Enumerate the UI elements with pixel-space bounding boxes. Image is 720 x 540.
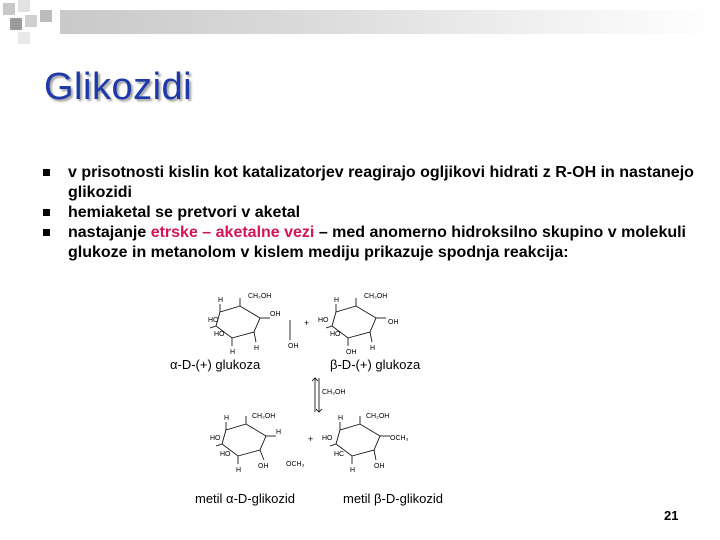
- atom-label: OH: [346, 349, 357, 356]
- header-gradient-bar: [60, 10, 720, 34]
- atom-label: H: [370, 345, 376, 352]
- methyl-alpha-glycoside-label: metil α-D-glikozid: [195, 491, 295, 506]
- atom-label: H: [254, 345, 260, 352]
- atom-label: CH₂OH: [248, 293, 272, 300]
- atom-label: CH₂OH: [252, 413, 276, 420]
- plus-sign: +: [304, 318, 310, 328]
- atom-label: HO: [210, 435, 221, 442]
- atom-label: H: [350, 467, 356, 474]
- atom-label: HO: [208, 317, 219, 324]
- atom-label: CH₂OH: [364, 293, 388, 300]
- bullet-item: [40, 223, 700, 263]
- bullet-item: [40, 203, 700, 223]
- bullet-square-icon: [43, 209, 50, 216]
- highlighted-term: etrske – aketalne vezi: [150, 224, 315, 241]
- atom-label: HO: [322, 435, 333, 442]
- bullet-list: [40, 163, 700, 263]
- bullet-square-icon: [43, 229, 50, 236]
- bullet-text: hemiaketal se pretvori v aketal: [68, 204, 301, 221]
- plus-sign: +: [308, 434, 314, 444]
- beta-glucose-label: β-D-(+) glukoza: [330, 357, 421, 372]
- methyl-beta-glycoside-label: metil β-D-glikozid: [343, 491, 443, 506]
- bullet-text: v prisotnosti kislin kot katalizatorjev reagirajo ogljikovi hidrati z R-OH in nastanejo glikozidi: [68, 164, 694, 201]
- bullet-item: [40, 163, 700, 203]
- atom-label: OCH₃: [390, 435, 409, 442]
- atom-label: OH: [374, 463, 385, 470]
- atom-label: CH₂OH: [366, 413, 390, 420]
- page-number: 21: [664, 508, 679, 523]
- atom-label: H: [230, 349, 236, 356]
- atom-label: HO: [220, 451, 231, 458]
- atom-label: HO: [330, 331, 341, 338]
- atom-label: HO: [318, 317, 329, 324]
- alpha-glucose-label: α-D-(+) glukoza: [170, 357, 261, 372]
- atom-label: HC: [334, 451, 345, 458]
- atom-label: OH: [270, 311, 281, 318]
- glycoside-reaction-diagram: [190, 290, 460, 510]
- atom-label: H: [218, 297, 224, 304]
- atom-label: H: [334, 297, 340, 304]
- atom-label: H: [338, 415, 344, 422]
- reagent-label: CH₃OH: [322, 389, 346, 396]
- slide-title: Glikozidi: [44, 66, 193, 108]
- atom-label: H: [276, 429, 282, 436]
- bullet-text-before: nastajanje: [68, 224, 151, 241]
- atom-label: OH: [258, 463, 269, 470]
- atom-label: OH: [288, 343, 299, 350]
- atom-label: H: [236, 467, 242, 474]
- bullet-square-icon: [43, 169, 50, 176]
- atom-label: OCH₃: [286, 461, 305, 468]
- atom-label: HO: [214, 331, 225, 338]
- corner-squares-decoration: [0, 0, 60, 46]
- atom-label: H: [224, 415, 230, 422]
- atom-label: OH: [388, 319, 399, 326]
- bullet-text-after: – med anomerno hidroksilno skupino v molekuli glukoze in metanolom v kislem mediju prikazuje spodnja reakcija:: [68, 224, 686, 261]
